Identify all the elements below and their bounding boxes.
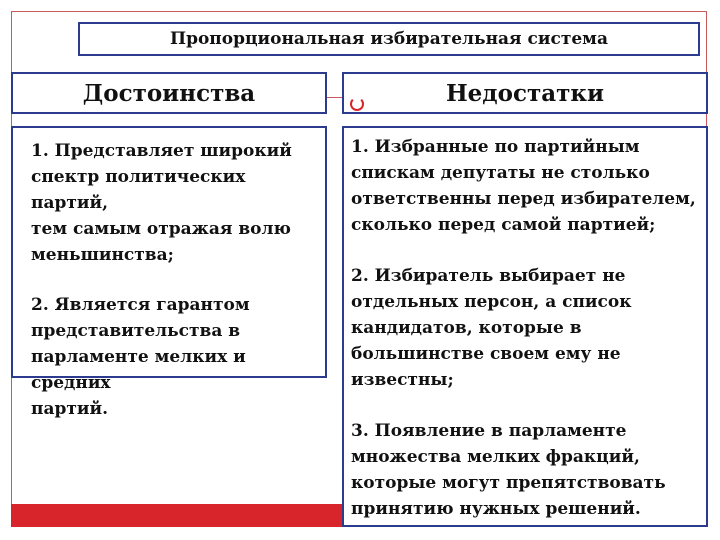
advantage-item-2: 2. Является гарантом представительства в парламенте мелких и средних партий. — [31, 295, 250, 419]
slide-title — [78, 22, 700, 56]
disadvantage-item-2: 2. Избиратель выбирает не отдельных персон, а список кандидатов, которые в большинстве своем ему не известны; — [351, 266, 632, 390]
advantages-heading — [11, 72, 327, 114]
advantages-heading-text: Достоинства — [82, 79, 256, 107]
disadvantages-heading-text: Недостатки — [445, 79, 605, 107]
advantage-item-1: 1. Представляет широкий спектр политических партий, тем самым отражая волю меньшинства; — [31, 141, 292, 265]
header-connector-line — [327, 97, 342, 98]
disadvantages-heading — [342, 72, 708, 114]
circle-marker-icon — [350, 97, 364, 111]
disadvantages-panel — [342, 126, 708, 527]
slide-title-text: Пропорциональная избирательная система — [170, 29, 608, 49]
advantages-panel — [11, 126, 327, 419]
disadvantage-item-3: 3. Появление в парламенте множества мелких фракций, которые могут препятствовать принятию нужных решений. — [351, 421, 666, 519]
disadvantage-item-1: 1. Избранные по партийным спискам депутаты не столько ответственны перед избирателем, сколько перед самой партией; — [351, 137, 696, 235]
